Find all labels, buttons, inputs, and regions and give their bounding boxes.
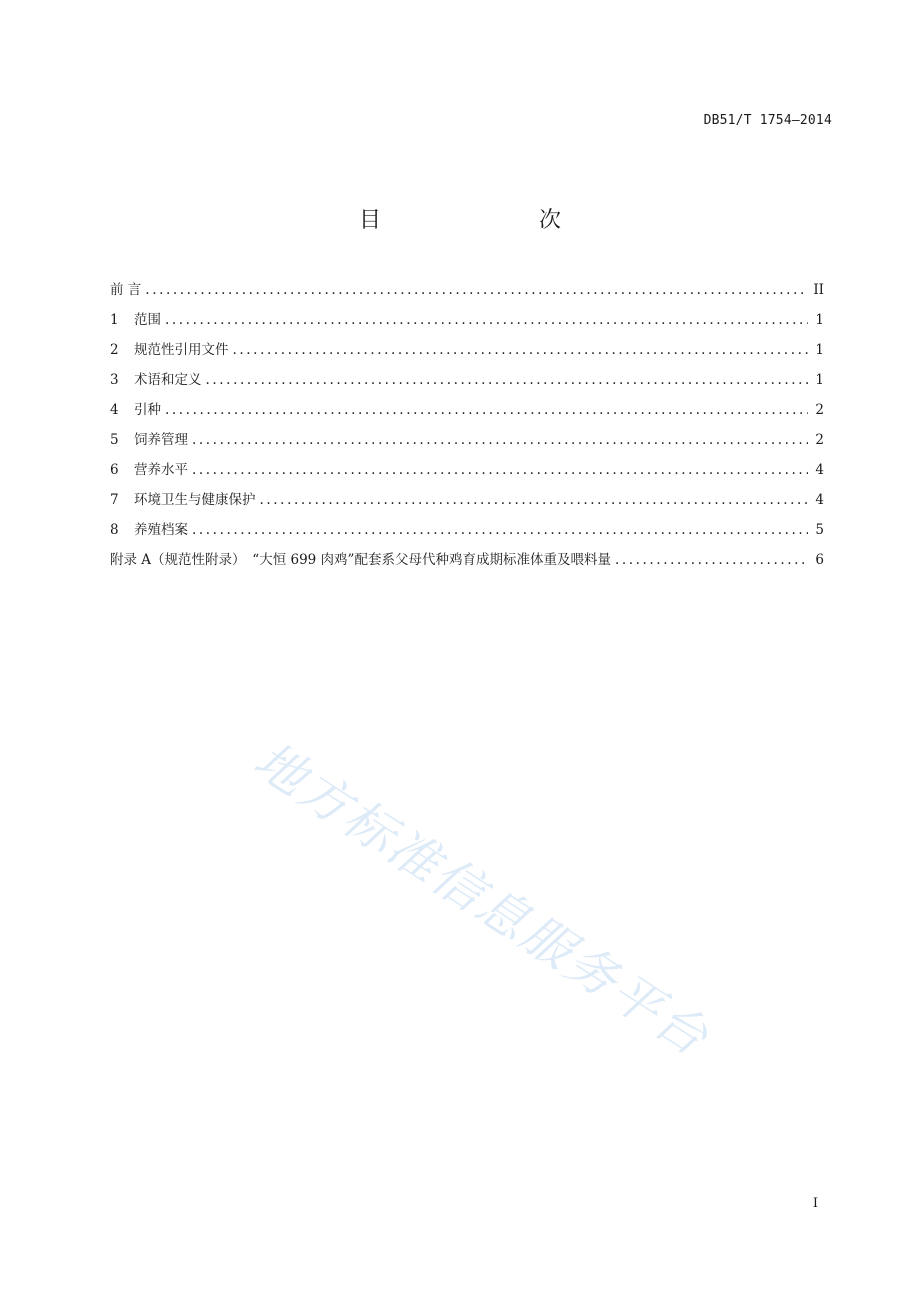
toc-entry-page: 4 [815,492,824,508]
table-of-contents [110,278,824,578]
toc-leader-dots [192,462,808,478]
toc-entry-nutrition-level[interactable] [110,458,824,488]
page-number: I [812,1196,818,1211]
toc-leader-dots [233,342,809,358]
toc-leader-dots [165,402,808,418]
toc-entry-page: 1 [815,312,824,328]
toc-entry-page: 6 [815,552,824,568]
toc-entry-page: 2 [815,402,824,418]
watermark: 地方标准信息服务平台 [243,730,720,1069]
toc-entry-foreword[interactable] [110,278,824,308]
toc-entry-label: 规范性引用文件 [134,342,229,358]
toc-leader-dots [260,492,809,508]
toc-entry-appendix-a[interactable] [110,548,824,578]
toc-entry-page: 5 [815,522,824,538]
toc-entry-label: 养殖档案 [134,522,188,538]
toc-entry-feeding-management[interactable] [110,428,824,458]
toc-entry-number: 5 [110,432,119,448]
toc-leader-dots [145,282,807,298]
toc-entry-number: 7 [110,492,119,508]
toc-leader-dots [192,522,808,538]
toc-leader-dots [615,552,808,568]
toc-entry-scope[interactable] [110,308,824,338]
toc-entry-label: 环境卫生与健康保护 [134,492,256,508]
toc-entry-number: 1 [110,312,119,328]
toc-entry-page: 1 [815,342,824,358]
toc-entry-label: 范围 [134,312,161,328]
toc-entry-number: 6 [110,462,119,478]
page-title: 目 次 [358,208,599,233]
toc-leader-dots [192,432,808,448]
toc-entry-terms-definitions[interactable] [110,368,824,398]
toc-entry-normative-references[interactable] [110,338,824,368]
toc-entry-breeding-records[interactable] [110,518,824,548]
toc-entry-page: II [813,282,824,298]
toc-entry-label: 饲养管理 [134,432,188,448]
toc-leader-dots [165,312,808,328]
toc-entry-label: 术语和定义 [134,372,202,388]
standard-code: DB51/T 1754—2014 [703,113,832,128]
toc-entry-label: 引种 [134,402,161,418]
toc-entry-page: 1 [815,372,824,388]
toc-entry-number: 2 [110,342,119,358]
toc-entry-label: 营养水平 [134,462,188,478]
toc-entry-page: 4 [815,462,824,478]
toc-entry-number: 3 [110,372,119,388]
toc-entry-hygiene-health[interactable] [110,488,824,518]
toc-entry-number: 4 [110,402,119,418]
toc-leader-dots [206,372,809,388]
toc-entry-number: 8 [110,522,119,538]
toc-entry-label: 附录 A（规范性附录） “大恒 699 肉鸡”配套系父母代种鸡育成期标准体重及喂料量 [110,552,611,568]
toc-entry-introduction[interactable] [110,398,824,428]
toc-entry-page: 2 [815,432,824,448]
toc-entry-label: 前 言 [110,282,142,298]
